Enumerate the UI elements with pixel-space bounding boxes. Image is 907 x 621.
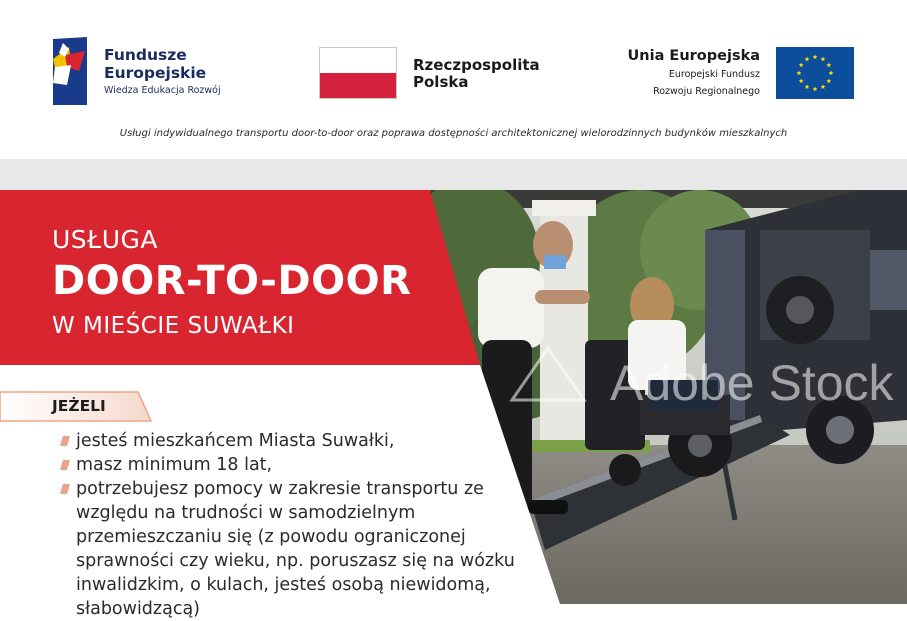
list-item	[58, 453, 528, 477]
bullet-icon	[60, 460, 70, 470]
watermark-text: Adobe Stock	[610, 355, 894, 411]
condition-text: masz minimum 18 lat,	[76, 455, 273, 475]
list-item	[58, 477, 528, 621]
fundusze-europejskie-text	[104, 46, 221, 96]
bullet-icon	[60, 436, 70, 446]
headline-door-to-door: DOOR-TO-DOOR	[52, 258, 412, 304]
eu-flag-icon	[776, 47, 854, 99]
rzeczpospolita-line1: Rzeczpospolita	[413, 56, 540, 74]
bullet-icon	[60, 484, 70, 494]
logo-band	[0, 0, 907, 139]
condition-text: potrzebujesz pomocy w zakresie transportu ze względu na trudności w samodzielnym przemieszczaniu się (z powodu ograniczonej sprawności czy wieku, np. poruszasz się na wózku inwalidzkim, o kulach, jesteś osobą niewidomą, słabowidzącą)	[76, 479, 515, 619]
unia-title: Unia Europejska	[627, 48, 760, 64]
project-caption: Usługi indywidualnego transportu door-to-door oraz poprawa dostępności architektonicznej wielorodzinnych budynków mieszkalnych	[119, 128, 788, 139]
divider-strip	[0, 159, 907, 190]
unia-europejska-text	[628, 48, 760, 99]
rzeczpospolita-text	[413, 57, 540, 91]
condition-heading: JEŻELI	[52, 397, 106, 415]
unia-line2: Rozwoju Regionalnego	[653, 86, 760, 97]
condition-text: jesteś mieszkańcem Miasta Suwałki,	[76, 431, 395, 451]
rzeczpospolita-line2: Polska	[413, 73, 469, 91]
headline-city: W MIEŚCIE SUWAŁKI	[52, 313, 295, 339]
fundusze-europejskie-logo-icon	[53, 37, 89, 105]
list-item	[58, 429, 528, 453]
headline-service: USŁUGA	[52, 225, 158, 254]
condition-list	[58, 429, 528, 621]
fundusze-title-line2: Europejskie	[104, 64, 207, 82]
poland-flag-icon	[319, 47, 397, 99]
fundusze-subtitle: Wiedza Edukacja Rozwój	[104, 85, 221, 96]
fundusze-title-line1: Fundusze	[104, 46, 187, 64]
unia-line1: Europejski Fundusz	[668, 69, 760, 80]
